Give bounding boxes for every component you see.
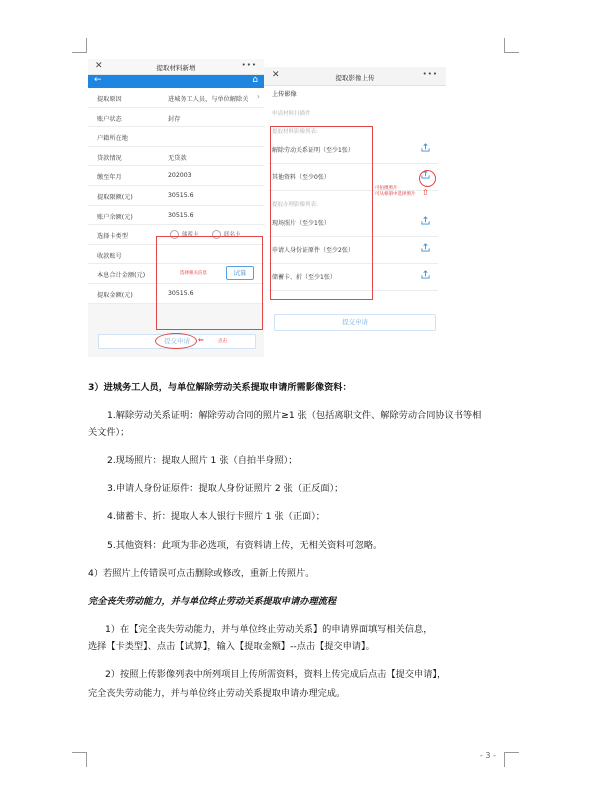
- annotation-line: 可拍摄照片: [375, 186, 398, 191]
- row-label: 账户余额(元): [97, 213, 133, 221]
- list-item-5: 5.其他资料：此项为非必选项，有资料请上传，无相关资料可忽略。: [107, 540, 383, 551]
- row-label: 账户状态: [97, 115, 122, 123]
- row-label: 收款账号: [97, 252, 122, 260]
- crop-mark-bottom-left: [72, 752, 87, 767]
- annotation-circle: [419, 170, 436, 187]
- annotation-click: 点击: [218, 339, 227, 344]
- more-icon[interactable]: •••: [422, 70, 438, 78]
- section-title: 上传影像: [272, 91, 297, 98]
- row-value: 30515.6: [168, 211, 194, 219]
- row-label: 贷款情况: [97, 154, 122, 162]
- more-icon[interactable]: •••: [241, 61, 257, 69]
- paragraph-4: 4）若照片上传错误可点击删除或修改，重新上传照片。: [88, 568, 315, 579]
- row-label: 提取限额(元): [97, 193, 133, 201]
- row-value: 进城务工人员，与单位解除关: [168, 96, 249, 103]
- row-value: 30515.6: [168, 191, 194, 199]
- list-hint: 提取办理影像列表:: [272, 202, 318, 208]
- page-title: 提取影像上传: [335, 74, 375, 82]
- arrow-up-icon: ⇧: [422, 188, 429, 197]
- list-item-4: 4.储蓄卡、折：提取人本人银行卡照片 1 张（正面）；: [107, 511, 325, 522]
- close-icon[interactable]: ✕: [95, 61, 103, 71]
- section-heading: 完全丧失劳动能力，并与单位终止劳动关系提取申请办理流程: [88, 596, 337, 607]
- row-label: 提取金额(元): [97, 291, 133, 299]
- trial-calc-button[interactable]: 试算: [226, 266, 254, 280]
- upload-item-label: 现场照片（至少1张）: [272, 220, 330, 227]
- submit-button[interactable]: 提交申请: [274, 314, 436, 331]
- upload-item-label: 其他资料（至少0张）: [272, 174, 330, 181]
- upload-icon[interactable]: [421, 216, 430, 225]
- upload-icon[interactable]: [421, 143, 430, 152]
- title-bar: [88, 59, 264, 75]
- row-label: 缴至年月: [97, 174, 122, 182]
- annotation-select-info: 选择相关信息: [180, 271, 207, 277]
- home-icon[interactable]: ⌂: [252, 75, 258, 85]
- paragraph-1a: 1）在【完全丧失劳动能力，并与单位终止劳动关系】的申请界面填写相关信息，: [105, 624, 433, 635]
- annotation-oval: [155, 333, 197, 349]
- submit-button[interactable]: 提交申请: [98, 334, 256, 349]
- nav-bar: [88, 75, 264, 88]
- row-value: 无贷款: [168, 154, 187, 162]
- page-title: 提取材料新增: [156, 64, 196, 72]
- annotation-photo-note: [375, 186, 416, 198]
- radio-label: 储蓄卡: [182, 232, 199, 239]
- crop-mark-bottom-right: [504, 752, 519, 767]
- annotation-box: [156, 236, 263, 330]
- chevron-right-icon: ›: [256, 92, 260, 101]
- back-arrow-icon[interactable]: ←: [94, 75, 102, 85]
- annotation-line: 可从相册中选择照片: [375, 192, 416, 197]
- crop-mark-top-right: [504, 38, 519, 53]
- page-number: - 3 -: [480, 751, 496, 760]
- row-value: 202003: [168, 172, 192, 180]
- form-row-account-status: [88, 108, 264, 128]
- annotation-box: [270, 126, 373, 300]
- row-value: 封存: [168, 115, 181, 123]
- upload-item-label: 解除劳动关系证明（至少1张）: [272, 147, 354, 154]
- row-label: 本息合计金额(元): [97, 272, 146, 280]
- paragraph-2b: 完全丧失劳动能力，并与单位终止劳动关系提取申请办理完成。: [88, 688, 346, 699]
- paragraph-2a: 2）按照上传影像列表中所列项目上传所需资料，资料上传完成后点击【提交申请】，: [105, 669, 447, 680]
- list-item-1: 1.解除劳动关系证明：解除劳动合同的照片≥1 张（包括离职文件、解除劳动合同协议书等相: [107, 410, 482, 421]
- form-row-balance: [88, 206, 264, 226]
- row-value: 30515.6: [168, 289, 194, 297]
- row-label: 提取原因: [97, 96, 122, 103]
- upload-item-label: 储蓄卡、折（至少1张）: [272, 274, 336, 281]
- form-row-reason[interactable]: [88, 88, 264, 108]
- form-row-loan: [88, 147, 264, 167]
- list-item-2: 2.现场照片：提取人照片 1 张（自拍半身照）；: [107, 455, 298, 466]
- upload-item-label: 申请人身份证原件（至少2张）: [272, 247, 354, 254]
- arrow-left-icon: ⇐: [198, 336, 204, 344]
- upload-icon[interactable]: [421, 243, 430, 252]
- scan-hint: 申请材料扫描件: [272, 111, 311, 117]
- close-icon[interactable]: ✕: [272, 70, 280, 80]
- title-bar: [264, 67, 446, 86]
- row-label: 选择卡类型: [97, 233, 128, 241]
- upload-icon[interactable]: [421, 270, 430, 279]
- radio-label: 联名卡: [224, 232, 241, 239]
- crop-mark-top-left: [72, 38, 87, 53]
- form-row-paid-until: [88, 166, 264, 186]
- row-label: 户籍所在地: [97, 135, 128, 143]
- heading-3: 3）进城务工人员，与单位解除劳动关系提取申请所需影像资料：: [88, 382, 352, 393]
- form-row-household: [88, 127, 264, 147]
- list-item-3: 3.申请人身份证原件：提取人身份证照片 2 张（正反面）；: [107, 483, 344, 494]
- list-item-1-cont: 关文件）；: [88, 427, 130, 438]
- paragraph-1b: 选择【卡类型】、点击【试算】，输入【提取金额】--点击【提交申请】。: [88, 641, 375, 652]
- list-hint: 提取材料影像列表:: [272, 129, 318, 135]
- form-row-limit: [88, 186, 264, 206]
